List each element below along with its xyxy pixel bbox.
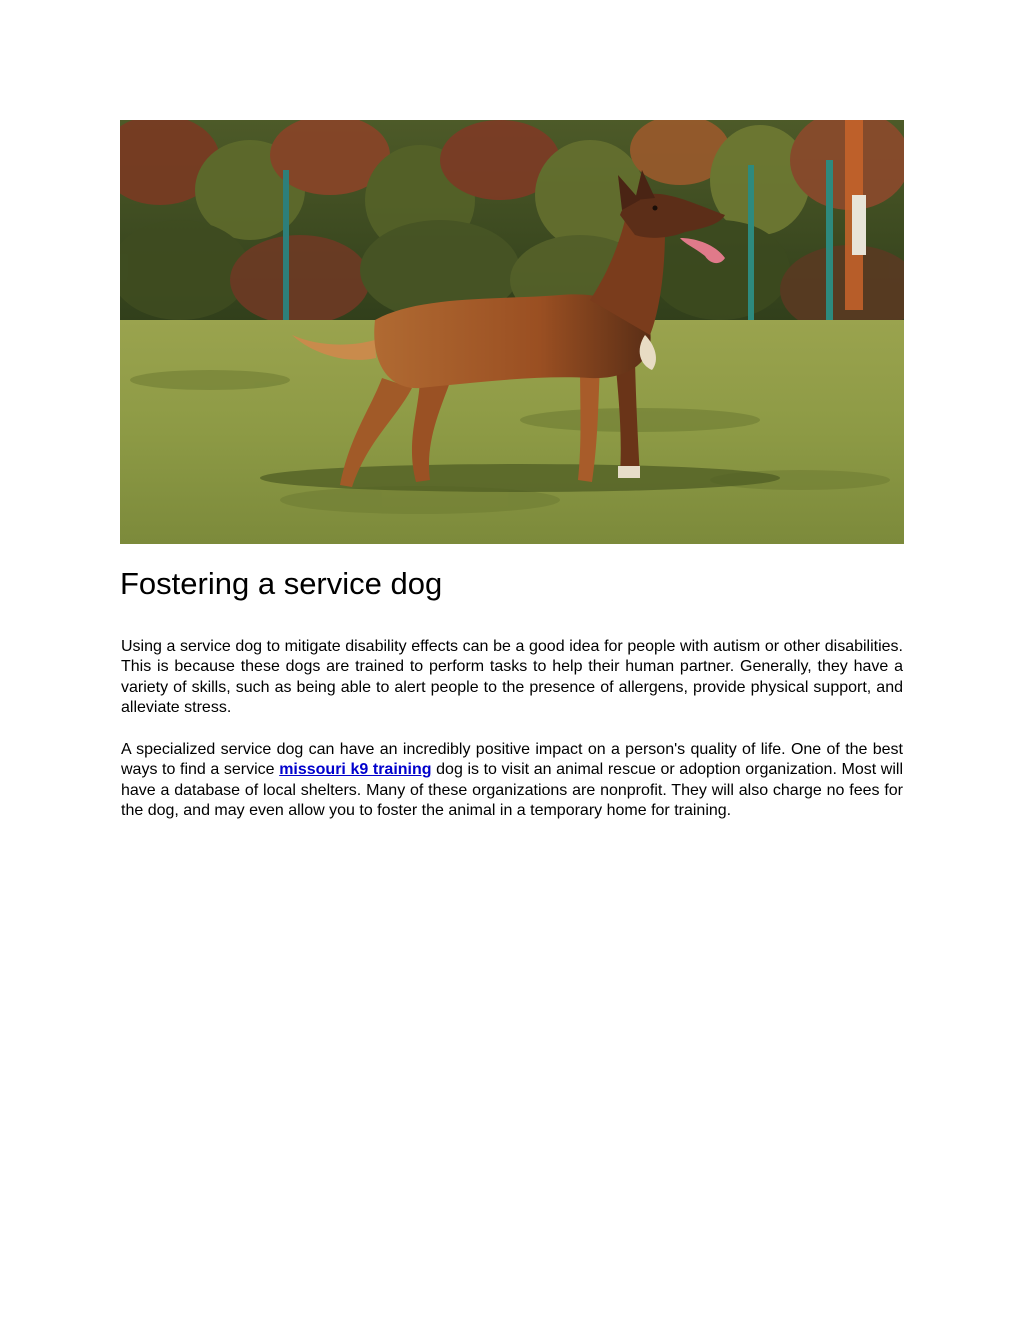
paragraph-2: [121, 740, 903, 821]
paragraph-1: Using a service dog to mitigate disability effects can be a good idea for people with autism or other disabilities. This is because these dogs are trained to perform tasks to help their human partner. Generally, they have a variety of skills, such as being able to alert people to the presence of allergens, provide physical support, and alleviate stress.: [121, 638, 903, 716]
article-title: Fostering a service dog: [120, 566, 443, 601]
dog-photo: [120, 120, 904, 544]
paragraph-2-text-before-link: A specialized service dog can have an incredibly positive impact on a person's quality of life. One of the best ways to find a service: [121, 741, 903, 779]
dog-photo-illustration: [120, 120, 904, 544]
missouri-k9-training-link[interactable]: missouri k9 training: [279, 761, 432, 779]
paragraph-2-text-after-link: dog is to visit an animal rescue or adoption organization. Most will have a database of local shelters. Many of these organizations are nonprofit. They will also charge no fees for the dog, and may even allow you to foster the animal in a temporary home for training.: [121, 761, 903, 819]
